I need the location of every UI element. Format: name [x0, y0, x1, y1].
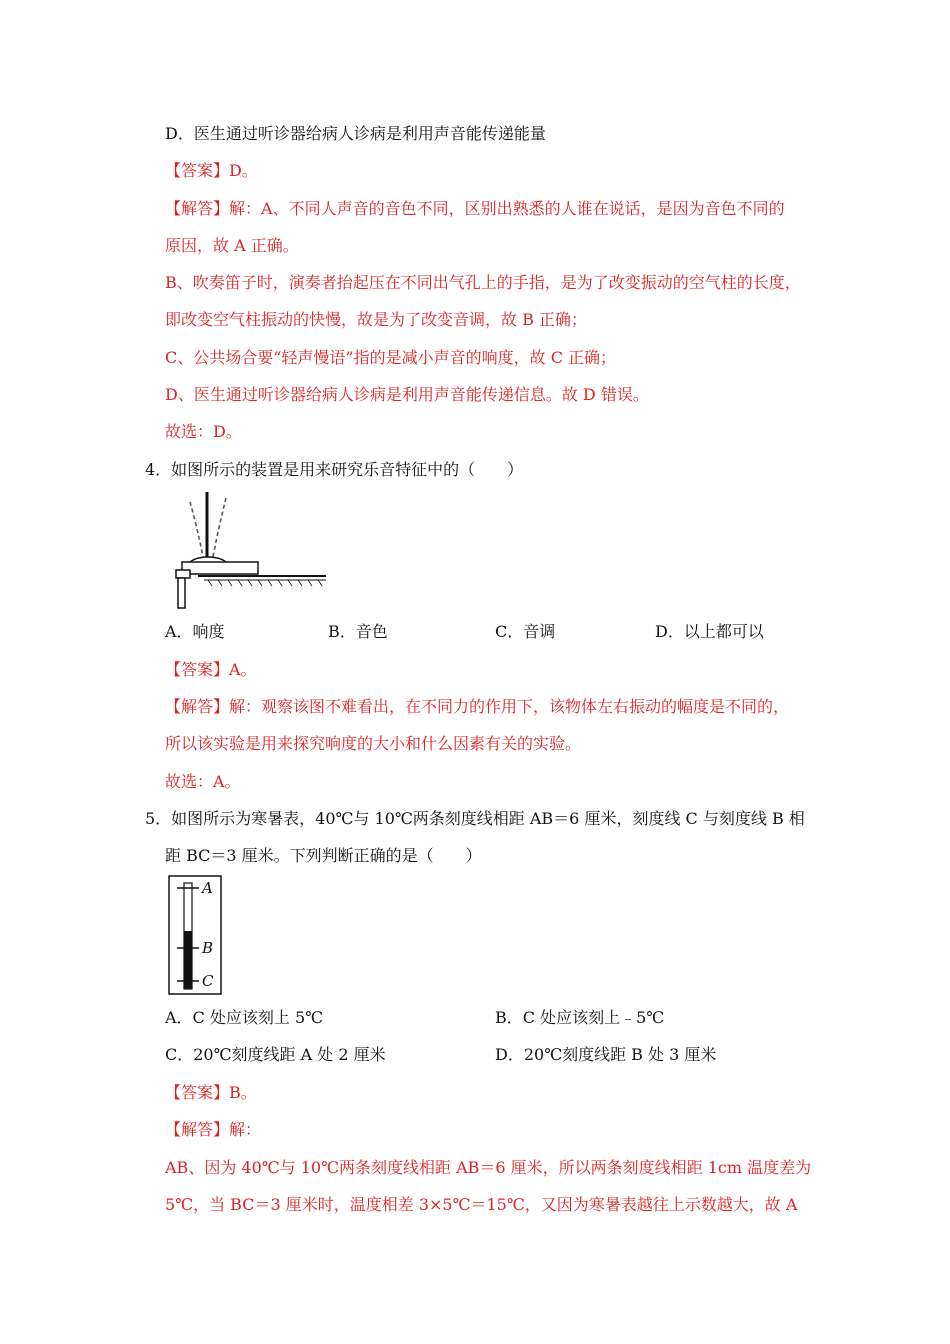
- q3-analysis-line-6: D、医生通过听诊器给病人诊病是利用声音能传递信息。故 D 错误。: [165, 385, 649, 404]
- analysis-label: 【解答】: [165, 1120, 230, 1139]
- q4-option-c: C．音调: [495, 622, 556, 641]
- q5-analysis-line-1: [165, 1119, 261, 1141]
- q4-option-b: B．音色: [328, 622, 388, 641]
- analysis-text: 解：: [229, 1120, 262, 1139]
- q5-analysis-line-2: AB、因为 40℃与 10℃两条刻度线相距 AB＝6 厘米，所以两条刻度线相距 1cm 温度差为: [165, 1158, 812, 1177]
- q3-analysis-line-1: [165, 198, 785, 220]
- q4-option-d: D．以上都可以: [655, 622, 764, 641]
- thermometer-label-a: A: [202, 879, 213, 897]
- q5-option-d: D．20℃刻度线距 B 处 3 厘米: [495, 1045, 717, 1064]
- q3-answer: 【答案】D。: [165, 161, 258, 180]
- analysis-label: 【解答】: [165, 697, 230, 716]
- thermometer-label-c: C: [202, 972, 214, 990]
- q5-stem-line-1: 5．如图所示为寒暑表，40℃与 10℃两条刻度线相距 AB＝6 厘米，刻度线 C 与刻度线 B 相: [145, 809, 805, 828]
- q5-option-c: C．20℃刻度线距 A 处 2 厘米: [165, 1045, 386, 1064]
- thermometer-figure: [168, 875, 222, 995]
- q3-analysis-line-2: 原因，故 A 正确。: [165, 236, 299, 255]
- q3-choice: 故选：D。: [165, 422, 242, 441]
- q5-option-b: B．C 处应该刻上﹣5℃: [495, 1008, 665, 1027]
- q3-analysis-line-3: B、吹奏笛子时，演奏者抬起压在不同出气孔上的手指，是为了改变振动的空气柱的长度，: [165, 273, 801, 292]
- q4-choice: 故选：A。: [165, 772, 241, 791]
- q5-analysis-line-3: 5℃，当 BC＝3 厘米时，温度相差 3×5℃＝15℃，又因为寒暑表越往上示数越大，故 A: [165, 1195, 798, 1214]
- q3-option-d: D．医生通过听诊器给病人诊病是利用声音能传递能量: [165, 124, 546, 143]
- ruler-vibration-figure: [168, 490, 338, 610]
- q4-answer: 【答案】A。: [165, 660, 257, 679]
- q5-stem-line-2: 距 BC＝3 厘米。下列判断正确的是（ ）: [165, 846, 482, 865]
- q4-stem: 4．如图所示的装置是用来研究乐音特征中的（ ）: [145, 460, 524, 479]
- q3-analysis-line-4: 即改变空气柱振动的快慢，故是为了改变音调，故 B 正确；: [165, 310, 587, 329]
- analysis-label: 【解答】: [165, 199, 230, 218]
- analysis-text: 解：A、不同人声音的音色不同，区别出熟悉的人谁在说话，是因为音色不同的: [229, 199, 785, 218]
- q3-analysis-line-5: C、公共场合要“轻声慢语”指的是减小声音的响度，故 C 正确；: [165, 348, 617, 367]
- q5-answer: 【答案】B。: [165, 1083, 257, 1102]
- q4-option-a: A．响度: [165, 622, 225, 641]
- analysis-text: 解：观察该图不难看出，在不同力的作用下，该物体左右振动的幅度是不同的，: [229, 697, 790, 716]
- q4-analysis-line-1: [165, 696, 789, 718]
- q5-option-a: A．C 处应该刻上 5℃: [165, 1008, 324, 1027]
- thermometer-label-b: B: [202, 939, 214, 957]
- q4-analysis-line-2: 所以该实验是用来探究响度的大小和什么因素有关的实验。: [165, 734, 582, 753]
